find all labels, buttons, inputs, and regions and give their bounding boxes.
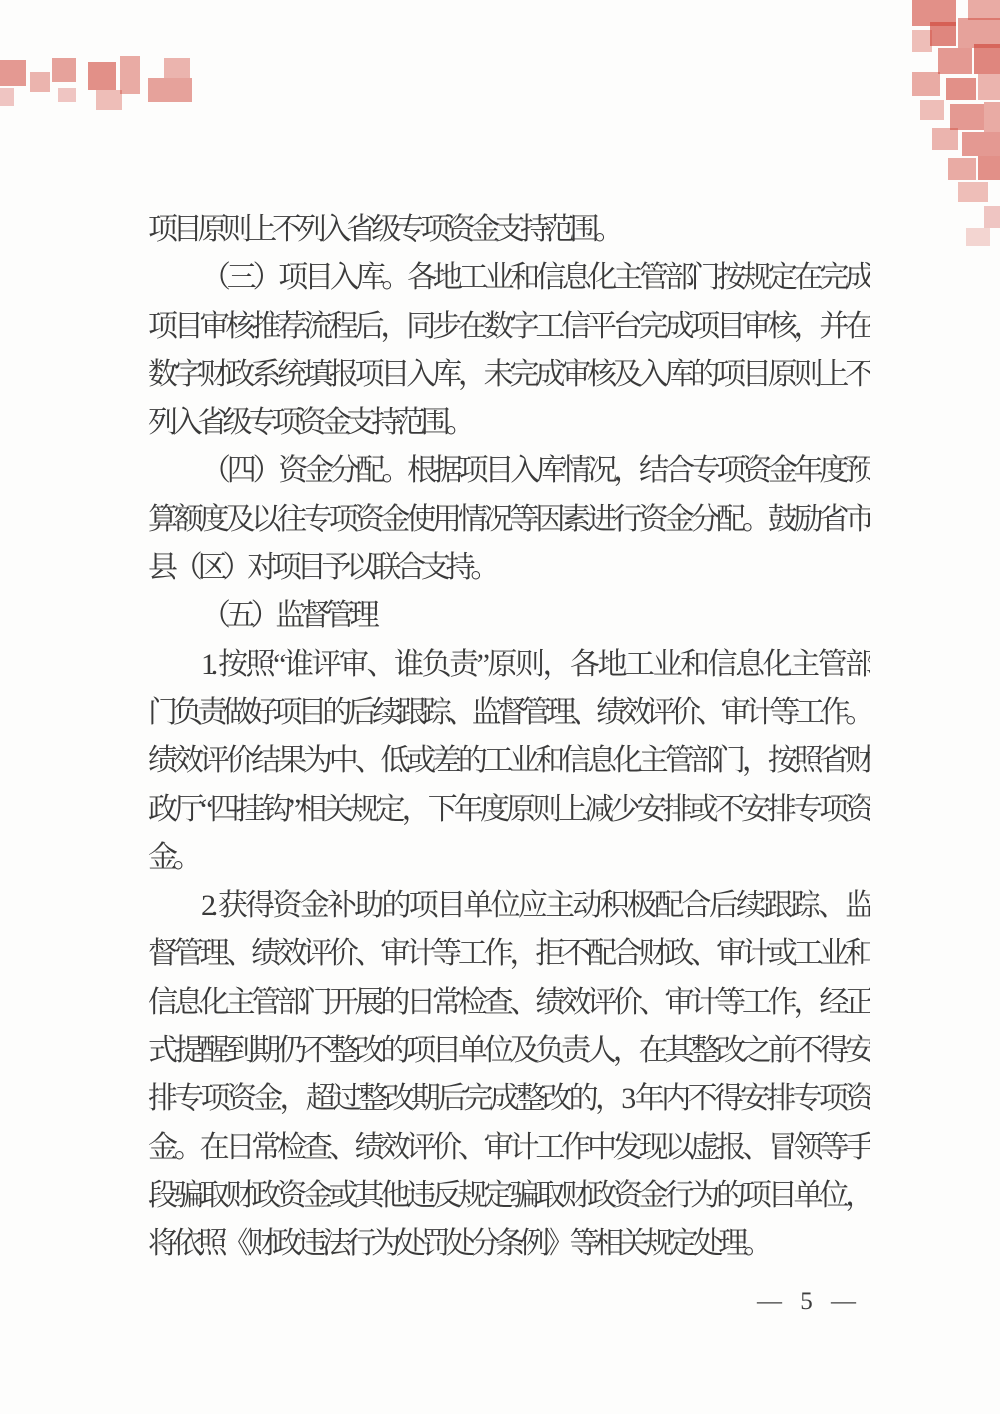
mosaic-pixel <box>920 100 944 120</box>
mosaic-pixel <box>958 182 988 202</box>
text-line: 县（区）对项目予以联合支持。 <box>148 551 496 585</box>
mosaic-pixel <box>938 48 972 74</box>
mosaic-pixel <box>912 72 940 96</box>
text-line: 门负责做好项目的后续跟踪、监督管理、绩效评价、审计等工作。 <box>148 695 870 729</box>
text-line: 督管理、绩效评价、审计等工作，拒不配合财政、审计或工业和 <box>148 937 870 971</box>
text-line: 算额度及以往专项资金使用情况等因素进行资金分配。鼓励省市 <box>148 502 870 536</box>
text-line: 列入省级专项资金支持范围。 <box>148 406 471 440</box>
text-line: 段骗取财政资金或其他违反规定骗取财政资金行为的项目单位， <box>148 1178 870 1212</box>
text-line: 式提醒到期仍不整改的项目单位及负责人，在其整改之前不得安 <box>148 1034 870 1068</box>
mosaic-pixel <box>0 60 26 86</box>
mosaic-pixel <box>120 56 140 94</box>
mosaic-pixel <box>912 30 932 52</box>
mosaic-pixel <box>978 156 1000 180</box>
mosaic-pixel <box>974 44 1000 74</box>
mosaic-pixel <box>930 22 956 46</box>
text-line: 2. 获得资金补助的项目单位应主动积极配合后续跟踪、监 <box>201 889 870 923</box>
text-line: 信息化主管部门开展的日常检查、绩效评价、审计等工作，经正 <box>148 985 870 1019</box>
mosaic-pixel <box>958 18 1000 48</box>
mosaic-pixel <box>164 58 190 78</box>
mosaic-pixel <box>96 90 122 110</box>
mosaic-pixel <box>0 88 14 106</box>
text-column <box>148 206 870 1269</box>
mosaic-pixel <box>932 128 958 150</box>
mosaic-pixel <box>88 62 116 90</box>
text-line: 项目原则上不列入省级专项资金支持范围。 <box>148 213 620 246</box>
mosaic-pixel <box>984 206 1000 228</box>
text-line: 将依照《财政违法行为处罚处分条例》等相关规定处理。 <box>148 1227 768 1261</box>
text-line: 金。在日常检查、绩效评价、审计工作中发现以虚报、冒领等手 <box>148 1130 870 1164</box>
mosaic-pixel <box>968 0 1000 20</box>
text-line: 政厅“四挂钩”相关规定，下年度原则上减少安排或不安排专项资 <box>148 792 870 826</box>
page-number: — 5 — <box>757 1288 862 1315</box>
mosaic-pixel <box>948 158 976 180</box>
mosaic-pixel <box>30 72 50 92</box>
text-line: 金。 <box>148 840 198 874</box>
text-line: 排专项资金，超过整改期后完成整改的，3 年内不得安排专项资 <box>148 1082 870 1116</box>
mosaic-pixel <box>52 58 76 82</box>
text-line: 1. 按照“谁评审、谁负责”原则，各地工业和信息化主管部 <box>201 647 870 681</box>
text-line: （四）资金分配。根据项目入库情况，结合专项资金年度预 <box>201 454 870 488</box>
mosaic-pixel <box>946 78 976 100</box>
text-line: 数字财政系统填报项目入库，未完成审核及入库的项目原则上不 <box>148 357 870 391</box>
mosaic-pixel <box>912 0 956 26</box>
text-line: （三）项目入库。各地工业和信息化主管部门按规定在完成 <box>201 261 870 295</box>
mosaic-pixel <box>978 74 1000 100</box>
mosaic-pixel <box>58 88 76 102</box>
text-line: （五）监督管理 <box>201 599 375 633</box>
text-line: 项目审核推荐流程后，同步在数字工信平台完成项目审核，并在 <box>148 309 870 343</box>
mosaic-pixel <box>950 104 984 130</box>
mosaic-pixel <box>984 102 1000 132</box>
mosaic-pixel <box>148 78 192 102</box>
mosaic-pixel <box>962 132 1000 156</box>
text-line: 绩效评价结果为中、低或差的工业和信息化主管部门，按照省财 <box>148 744 870 778</box>
mosaic-pixel <box>966 228 990 246</box>
